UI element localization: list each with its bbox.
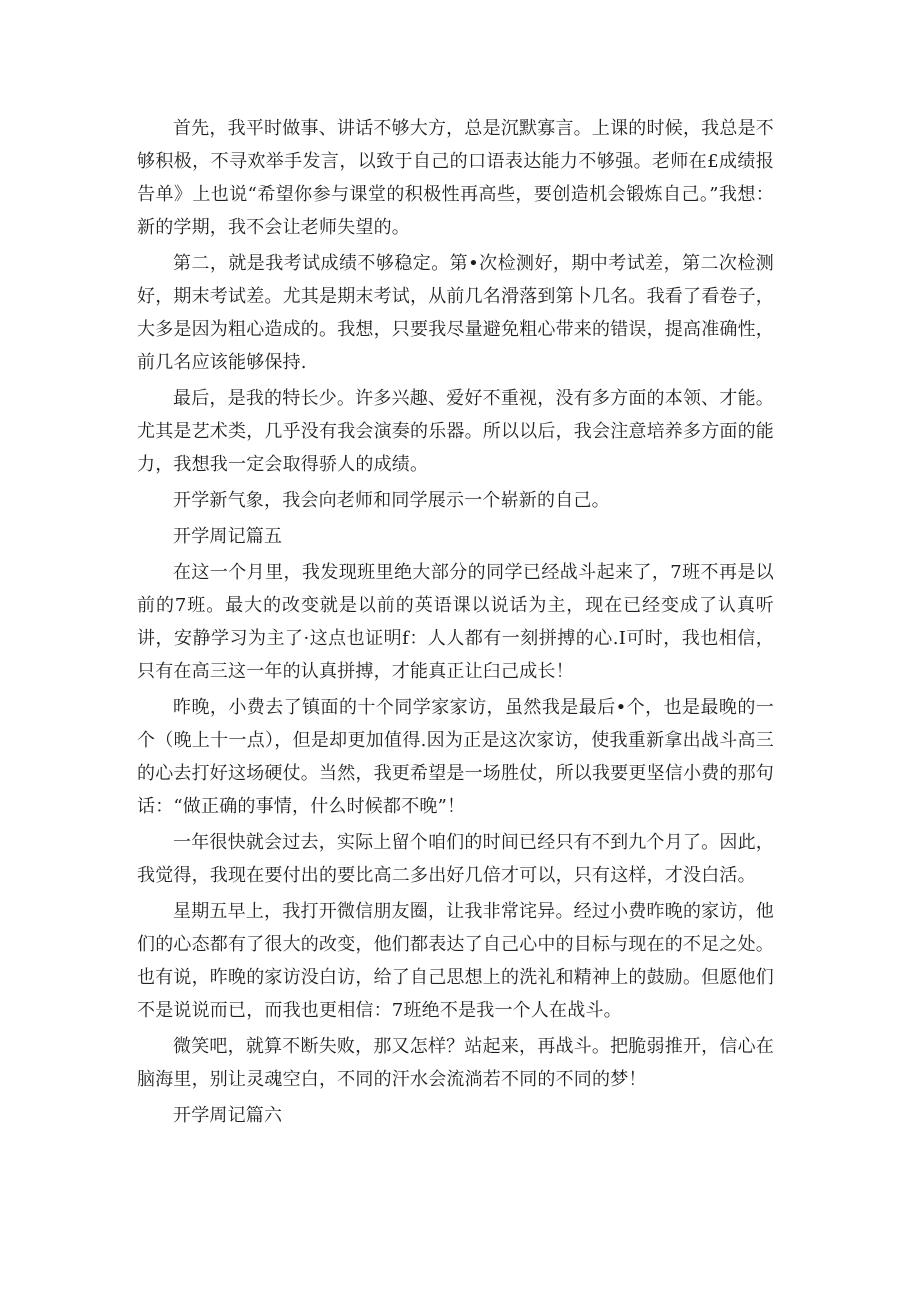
section-heading-5: 开学周记篇五 (173, 526, 283, 547)
section-heading-6: 开学周记篇六 (173, 1105, 283, 1126)
paragraph-2: 第二，就是我考试成绩不够稳定。第•次检测好，期中考试差，第二次检测好，期末考试差。尤其是期末考试，从前几名滑落到第卜几名。我看了看卷子，大多是因为粗心造成的。我想，只要我尽量避免粗心带来的错误，提高准确性，前几名应该能够保持. (137, 253, 774, 373)
paragraph-6: 昨晚，小费去了镇面的十个同学家家访，虽然我是最后•个，也是最晚的一个（晚上十一点），但是却更加值得.因为正是这次家访，使我重新拿出战斗高三的心去打好这场硬仗。当然，我更希望是一场胜仗，所以我要更坚信小费的那句话：“做正确的事情，什么时候都不晚”！ (137, 697, 774, 817)
paragraph-7: 一年很快就会过去，实际上留个咱们的时间已经只有不到九个月了。因此，我觉得，我现在要付出的要比高二多出好几倍才可以，只有这样，才没白活。 (137, 832, 774, 886)
paragraph-3: 最后，是我的特长少。许多兴趣、爱好不重视，没有多方面的本领、才能。尤其是艺术类，几乎没有我会演奏的乐器。所以以后，我会注意培养多方面的能力，我想我一定会取得骄人的成绩。 (137, 388, 774, 475)
paragraph-5: 在这一个月里，我发现班里绝大部分的同学已经战斗起来了，7班不再是以前的7班。最大的改变就是以前的英语课以说话为主，现在已经变成了认真听讲，安静学习为主了·这点也证明f：人人都有一刻拼搏的心.I可时，我也相信，只有在高三这一年的认真拼搏，才能真正让臼己成长！ (137, 562, 774, 682)
paragraph-8: 星期五早上，我打开微信朋友圈，让我非常诧异。经过小费昨晚的家访，他们的心态都有了很大的改变，他们都表达了自己心中的目标与现在的不足之处。也有说，昨晚的家访没白访，给了自己思想上的洗礼和精神上的鼓励。但愿他们不是说说而已，而我也更相信：7班绝不是我一个人在战斗。 (137, 901, 774, 1021)
paragraph-1: 首先，我平时做事、讲话不够大方，总是沉默寡言。上课的时候，我总是不够积极，不寻欢举手发言，以致于自己的口语表达能力不够强。老师在£成绩报告单》上也说“希望你参与课堂的积极性再高些，要创造机会锻炼自己。”我想：新的学期，我不会让老师失望的。 (137, 118, 774, 238)
paragraph-4: 开学新气象，我会向老师和同学展示一个崭新的自己。 (173, 490, 610, 511)
paragraph-9: 微笑吧，就算不断失败，那又怎样？站起来，再战斗。把脆弱推开，信心在脑海里，别让灵魂空白，不同的汗水会流淌若不同的不同的梦！ (137, 1036, 774, 1090)
